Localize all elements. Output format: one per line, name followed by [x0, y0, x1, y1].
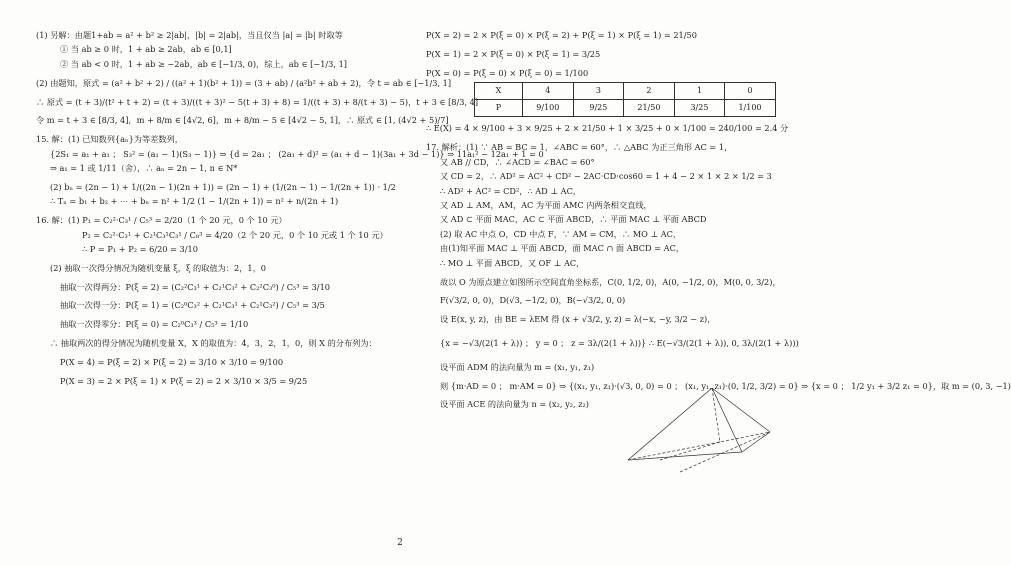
left-line: P(X = 4) = P(ξ = 2) × P(ξ = 2) = 3/10 × 3/10 = 9/100: [60, 356, 284, 367]
left-line: (2) 由题知，原式 = (a² + b² + 2) / ((a² + 1)(b² + 1)) = (3 + ab) / (a²b² + ab + 2)，令 t = ab ∈ [−1/3, 1]: [36, 77, 452, 88]
table-cell: 2: [623, 83, 674, 100]
table-cell: 21/50: [623, 100, 674, 117]
right-line: ∴ E(X) = 4 × 9/100 + 3 × 9/25 + 2 × 21/50 + 1 × 3/25 + 0 × 1/100 = 240/100 = 2.4 分: [426, 123, 789, 134]
left-line: {2S₁ = a₁ + a₁ ； S₃² = (a₁ − 1)(S₃ − 1)} ⇒ {d = 2a₁ ； (2a₁ + d)² = (a₁ + d − 1)(3a₁ + 3d − 1)} ⇒ 11a₁² − 12a₁ + 1 = 0: [50, 148, 544, 159]
left-line: (1) 另解：由题1+ab = a² + b² ≥ 2|ab|，|b| = 2|ab|，当且仅当 |a| = |b| 时取等: [36, 30, 343, 40]
right-column: [426, 30, 1011, 414]
right-line: {x = −√3/(2(1 + λ)) ； y = 0 ； z = 3λ/(2(1 + λ))} ∴ E(−√3/(2(1 + λ)), 0, 3λ/(2(1 + λ))): [440, 338, 799, 348]
right-line: P(X = 1) = 2 × P(ξ = 0) × P(ξ = 1) = 3/25: [426, 48, 601, 59]
table-row: [475, 100, 776, 117]
page-number: 2: [397, 538, 403, 548]
right-line: F(√3/2, 0, 0)，D(√3, −1/2, 0)，B(−√3/2, 0, 0): [440, 295, 626, 306]
right-line: 设平面 ADM 的法向量为 m = (x₁, y₁, z₁): [440, 361, 595, 372]
edge-line: [712, 388, 770, 432]
right-line: ∴ MO ⊥ 平面 ABCD，又 OF ⊥ AC，: [440, 257, 585, 268]
table-cell: 3: [573, 83, 623, 100]
right-line: 设 E(x, y, z)，由 BE = λEM 得 (x + √3/2, y, z) = λ(−x, −y, 3/2 − z)，: [440, 314, 716, 325]
left-line: ∴ P = P₁ + P₂ = 6/20 = 3/10: [82, 243, 198, 254]
edge-line: [628, 432, 770, 460]
right-line: 由(1)知平面 MAC ⊥ 平面 ABCD，面 MAC ∩ 面 ABCD = AC，: [440, 243, 685, 254]
left-line: ∴ Tₙ = b₁ + b₂ + ⋯ + bₙ = n² + 1/2 (1 − 1/(2n + 1)) = n² + n/(2n + 1): [50, 196, 339, 207]
left-line: (2) bₙ = (2n − 1) + 1/((2n − 1)(2n + 1)) = (2n − 1) + (1/(2n − 1) − 1/(2n + 1)) · 1/2: [50, 181, 396, 192]
right-line: 又 AD ⊥ AM，AM，AC 为平面 AMC 内两条相交直线，: [440, 200, 652, 210]
right-line: ∴ AD² + AC² = CD²，∴ AD ⊥ AC，: [440, 185, 582, 196]
right-line: P(X = 2) = 2 × P(ξ = 0) × P(ξ = 2) + P(ξ = 1) × P(ξ = 1) = 21/50: [426, 30, 697, 40]
axis-line: [680, 432, 770, 472]
right-line: 又 CD = 2，∴ AD² = AC² + CD² − 2AC·CD·cos60 = 1 + 4 − 2 × 1 × 2 × 1/2 = 3: [440, 171, 772, 182]
left-line: (2) 抽取一次得分情况为随机变量 ξ，ξ 的取值为：2，1，0: [50, 262, 266, 273]
left-line: ② 当 ab < 0 时，1 + ab ≥ −2ab，ab ∈ [−1/3, 0)，综上，ab ∈ [−1/3, 1]: [60, 58, 348, 69]
right-line: 又 AD ⊂ 平面 MAC，AC ⊂ 平面 ABCD，∴ 平面 MAC ⊥ 平面 ABCD: [440, 214, 707, 225]
table-header-cell: X: [475, 83, 523, 100]
table-cell: 4: [522, 83, 573, 100]
table-header-cell: P: [475, 100, 523, 117]
right-line: 设平面 ACE 的法向量为 n = (x₂, y₂, z₂): [440, 399, 590, 410]
problem-15-heading: 15. 解：(1) 已知数列{aₙ}为等差数列，: [36, 134, 183, 145]
right-line: P(X = 0) = P(ξ = 0) × P(ξ = 0) = 1/100: [426, 67, 589, 78]
left-line: 抽取一次得零分：P(ξ = 0) = C₂⁰C₃³ / C₅³ = 1/10: [60, 319, 249, 330]
right-line: 则 {m·AD = 0 ； m·AM = 0} ⇒ {(x₁, y₁, z₁)·(√3, 0, 0) = 0 ； (x₁, y₁, z₁)·(0, 1/2, 3/2) = 0} ⇒ {x = 0 ； 1/2 y₁ + 3/2 z₁ = 0}，取 m = (0, 3, −1): [440, 380, 1011, 391]
table-cell: 0: [724, 83, 775, 100]
table-cell: 3/25: [674, 100, 724, 117]
table-cell: 1: [674, 83, 724, 100]
left-line: 令 m = t + 3 ∈ [8/3, 4]，m + 8/m ∈ [4√2, 6]，m + 8/m − 5 ∈ [4√2 − 5, 1]，∴ 原式 ∈ [1, (4√2 + 5)/7]: [36, 115, 449, 126]
left-line: ∴ 抽取两次的得分情况为随机变量 X，X 的取值为：4，3，2，1，0，则 X 的分布列为：: [50, 338, 377, 349]
edge-line: [628, 452, 742, 460]
right-line: 故以 O 为原点建立如图所示空间直角坐标系，C(0, 1/2, 0)，A(0, −1/2, 0)，M(0, 0, 3/2)，: [440, 276, 781, 287]
edge-line: [628, 388, 712, 460]
right-line: (2) 取 AC 中点 O，CD 中点 F，∵ AM = CM，∴ MO ⊥ AC，: [440, 228, 682, 239]
left-line: P₂ = C₂²·C₃¹ + C₂¹C₃¹C₃¹ / C₈³ = 4/20（2 个 20 元，0 个 10 元或 1 个 10 元）: [82, 229, 388, 240]
table-row: [475, 83, 776, 100]
left-line: 抽取一次得一分：P(ξ = 1) = (C₂⁰C₃² + C₂¹C₃¹ + C₂¹C₃²) / C₅³ = 3/5: [60, 300, 325, 311]
problem-17-heading: 17. 解析：(1) ∵ AB = BC = 1，∠ABC = 60°，∴ △ABC 为正三角形 AC = 1，: [426, 142, 733, 153]
left-line: ① 当 ab ≥ 0 时，1 + ab ≥ 2ab，ab ∈ [0,1]: [60, 44, 232, 55]
pyramid-diagram: [620, 384, 780, 474]
table-cell: 9/25: [573, 100, 623, 117]
left-line: ⇒ a₁ = 1 或 1/11（舍），∴ aₙ = 2n − 1, n ∈ N*: [50, 163, 238, 173]
right-line: 又 AB // CD，∴ ∠ACD = ∠BAC = 60°: [440, 156, 595, 167]
problem-16-heading: 16. 解：(1) P₁ = C₂²·C₃¹ / C₅³ = 2/20（1 个 20 元，0 个 10 元）: [36, 215, 287, 226]
left-line: 抽取一次得两分：P(ξ = 2) = (C₂²C₃¹ + C₂¹C₃² + C₂²C₃⁰) / C₅³ = 3/10: [60, 281, 330, 292]
table-cell: 9/100: [522, 100, 573, 117]
table-cell: 1/100: [724, 100, 775, 117]
distribution-table: [474, 82, 776, 117]
left-line: ∴ 原式 = (t + 3)/(t² + t + 2) = (t + 3)/((t + 3)² − 5(t + 3) + 8) = 1/((t + 3) + 8/(t + 3) − 5)，t + 3 ∈ [8/3, 4]: [36, 96, 479, 107]
left-line: P(X = 3) = 2 × P(ξ = 1) × P(ξ = 2) = 2 × 3/10 × 3/5 = 9/25: [60, 375, 308, 386]
